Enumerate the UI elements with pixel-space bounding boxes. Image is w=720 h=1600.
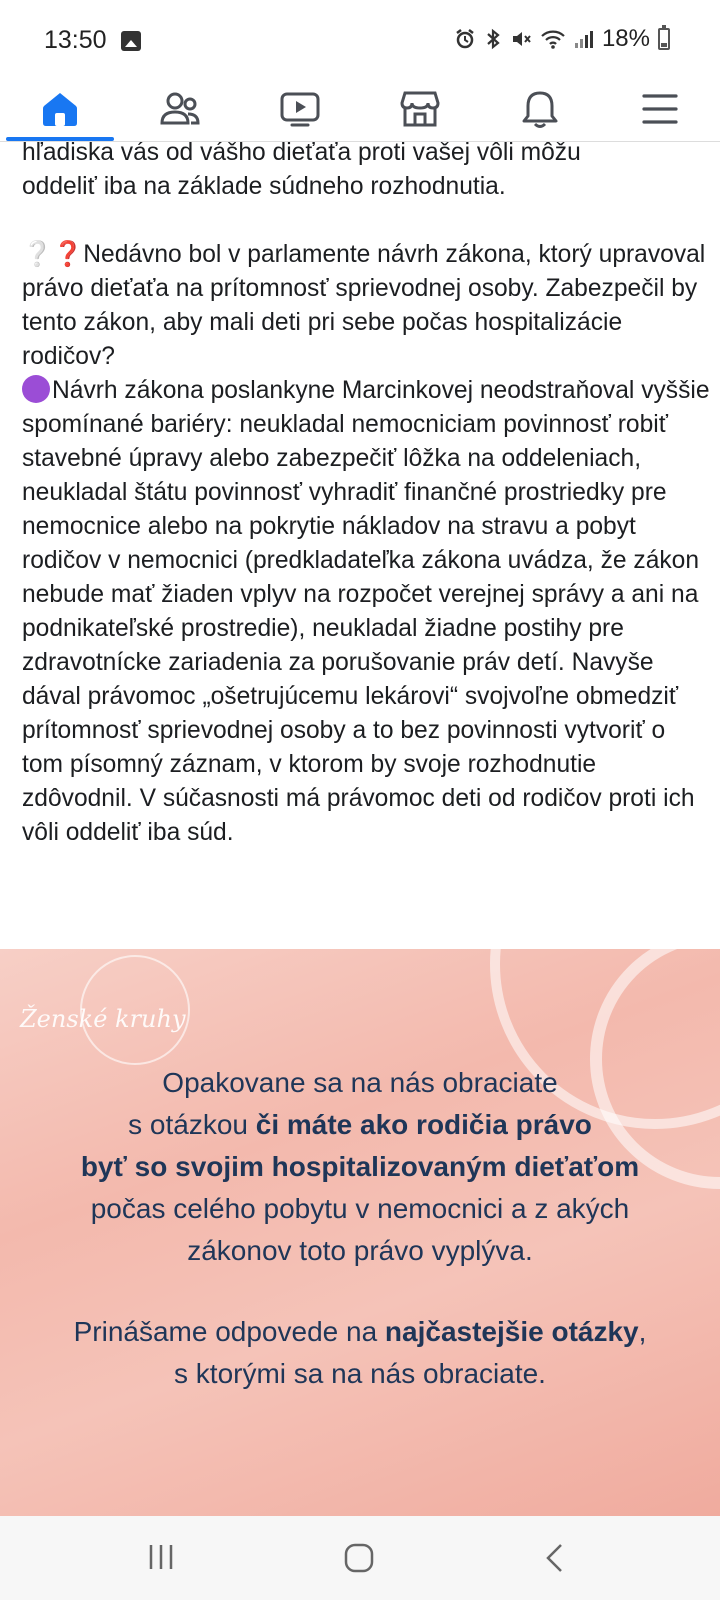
tab-marketplace[interactable]	[360, 78, 480, 140]
tab-video[interactable]	[240, 78, 360, 140]
image-line: zákonov toto právo vyplýva.	[187, 1235, 533, 1266]
status-bar	[0, 0, 720, 78]
wifi-icon	[540, 28, 566, 50]
video-icon	[279, 89, 321, 129]
image-line: s otázkou či máte ako rodičia právo	[128, 1109, 592, 1140]
bell-icon	[520, 89, 560, 129]
image-line: s ktorými sa na nás obraciate.	[174, 1358, 546, 1389]
answer-text: Návrh zákona poslankyne Marcinkovej neodstraňoval vyššie spomínané bariéry: neukladal nemocniciam povinnosť robiť stavebné úpravy alebo zabezpečiť lôžka na oddeleniach, neukladal štátu povinnosť vyhradiť finančné prostriedky pre nemocnice alebo na pokrytie nákladov na stravu a pobyt rodičov v nemocnici (predkladateľka zákona uvádza, že zákon nebude mať žiaden vplyv na rozpočet verejnej správy a ani na podnikateľské prostredie), neukladal žiadne postihy pre zdravotnícke zariadenia za porušovanie práv detí. Navyše dával právomoc „ošetrujúcemu lekárovi“ svojvoľne obmedziť prítomnosť sprievodnej osoby a to bez povinnosti vytvoriť o tom písomný záznam, v ktorom by svoje rozhodnutie zdôvodnil. V súčasnosti má právomoc deti od rodičov proti ich vôli oddeliť iba súd.	[22, 377, 710, 846]
image-line: počas celého pobytu v nemocnici a z akých	[90, 1193, 630, 1224]
battery-icon	[658, 28, 670, 50]
white-question-icon: ❔	[22, 241, 53, 268]
question-text: Nedávno bol v parlamente návrh zákona, ktorý upravoval právo dieťaťa na prítomnosť sprievodnej osoby. Zabezpečil by tento zákon, aby mali deti pri sebe počas hospitalizácie rodičov?	[22, 241, 706, 370]
recent-apps-icon[interactable]	[146, 1542, 176, 1572]
post-text-cut-line: hľadiska vás od vášho dieťaťa proti vašej vôli môžu	[22, 142, 581, 166]
system-nav-bar	[0, 1516, 720, 1600]
brand-logo: Ženské kruhy	[20, 1005, 186, 1033]
mute-icon	[510, 28, 532, 50]
image-line: Opakovane sa na nás obraciate	[162, 1067, 558, 1098]
tab-friends[interactable]	[120, 78, 240, 140]
bluetooth-icon	[484, 28, 502, 50]
home-icon	[40, 89, 80, 129]
friends-icon	[159, 89, 201, 129]
post-text-line: oddeliť iba na základe súdneho rozhodnutia.	[22, 173, 506, 200]
image-line: Prinášame odpovede na najčastejšie otázky,	[73, 1316, 647, 1347]
status-time: 13:50	[44, 26, 107, 54]
tab-home[interactable]	[0, 78, 120, 140]
tab-menu[interactable]	[600, 78, 720, 140]
top-nav	[0, 78, 720, 142]
question-paragraph	[22, 238, 712, 374]
back-icon[interactable]	[543, 1542, 567, 1574]
answer-paragraph	[22, 374, 712, 850]
signal-icon	[574, 28, 594, 50]
menu-icon	[640, 91, 680, 127]
battery-percent: 18%	[601, 25, 650, 52]
marketplace-icon	[399, 89, 441, 129]
post-image[interactable]	[0, 949, 720, 1516]
home-button-icon[interactable]	[343, 1542, 375, 1574]
gallery-icon	[121, 31, 141, 51]
image-line: byť so svojim hospitalizovaným dieťaťom	[80, 1151, 640, 1182]
status-icons	[454, 25, 670, 53]
purple-circle-icon	[22, 375, 50, 403]
post-text	[22, 142, 712, 850]
alarm-icon	[454, 28, 476, 50]
tab-notifications[interactable]	[480, 78, 600, 140]
post-content	[0, 142, 720, 949]
red-question-icon: ❓	[52, 241, 84, 268]
